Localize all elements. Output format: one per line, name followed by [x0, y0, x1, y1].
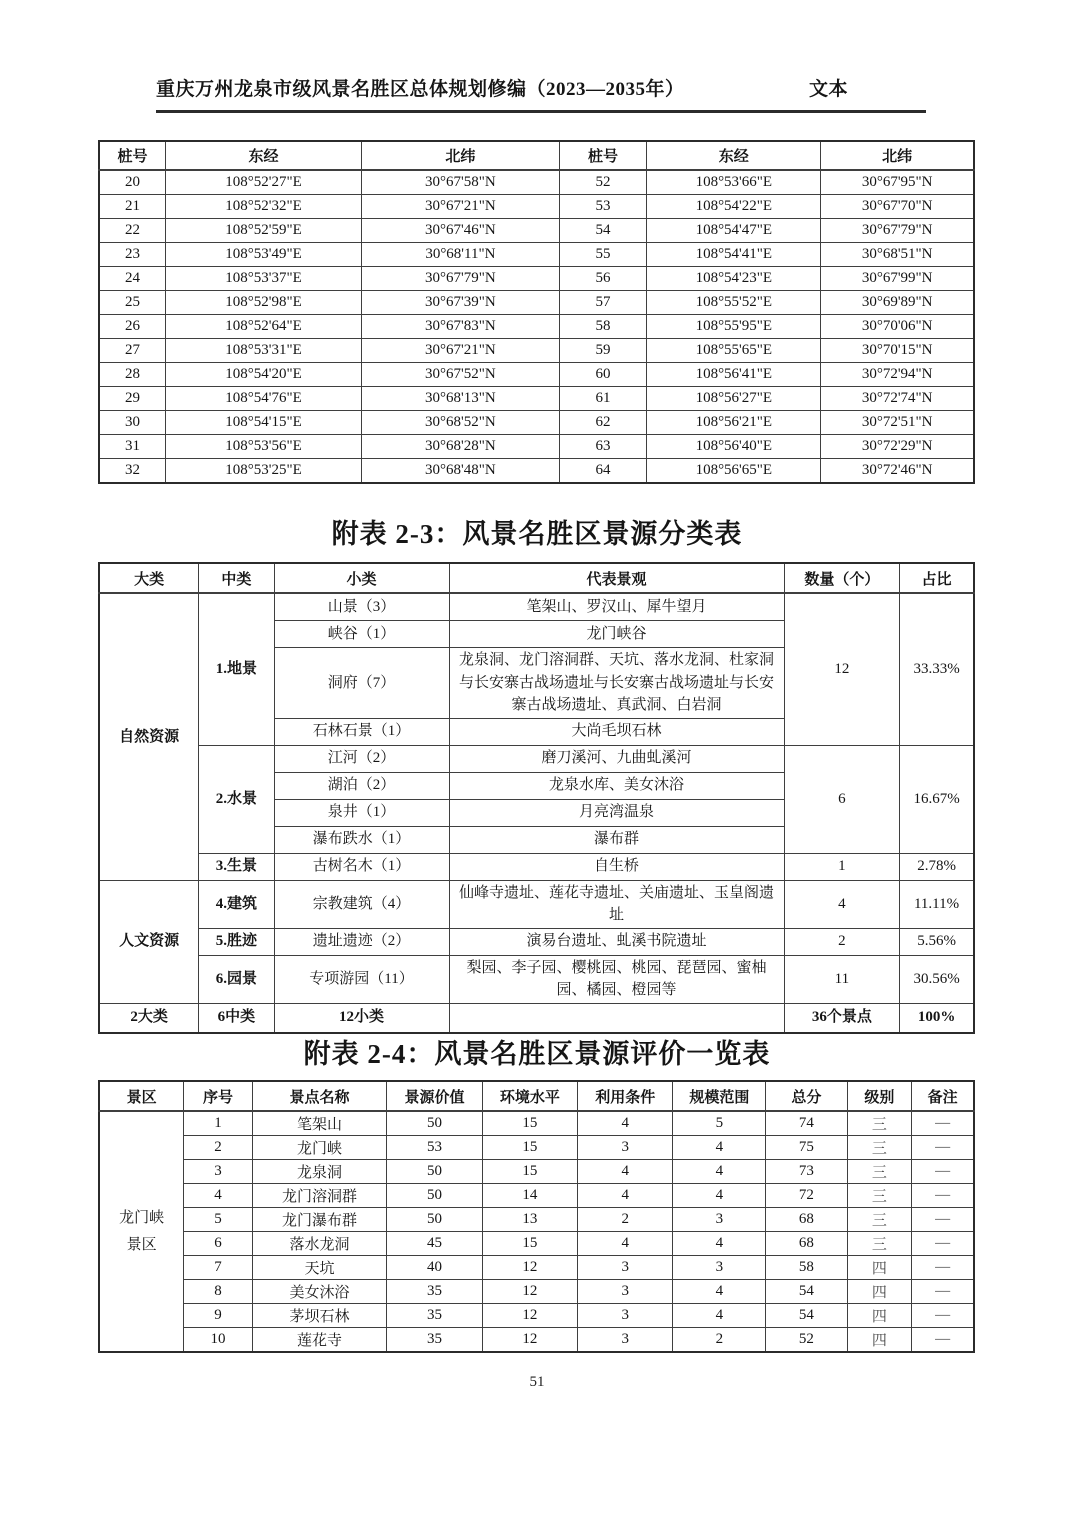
total-score-cell: 68 [766, 1232, 847, 1256]
spot-name-cell: 茅坝石林 [252, 1304, 387, 1328]
latitude: 30°67'21"N [362, 339, 560, 363]
longitude: 108°55'52"E [647, 291, 821, 315]
stake-no: 29 [99, 387, 166, 411]
coordinate-table [98, 140, 975, 484]
remark-cell: — [912, 1232, 974, 1256]
evaluation-table-section [98, 1080, 975, 1353]
scale-cell: 4 [673, 1232, 766, 1256]
stake-no: 25 [99, 291, 166, 315]
total-score-cell: 58 [766, 1256, 847, 1280]
col-header-latitude: 北纬 [821, 141, 974, 170]
mid-class-cell: 4.建筑 [199, 880, 274, 928]
total-score-cell: 73 [766, 1160, 847, 1184]
col-header-stake: 桩号 [559, 141, 647, 170]
scale-cell: 3 [673, 1208, 766, 1232]
summary-mid-classes: 6中类 [199, 1003, 274, 1033]
stake-no: 55 [559, 243, 647, 267]
resource-value-cell: 50 [387, 1184, 482, 1208]
environment-cell: 15 [482, 1160, 577, 1184]
representative-cell: 演易台遗址、虬溪书院遗址 [449, 928, 784, 955]
resource-value-cell: 53 [387, 1136, 482, 1160]
coordinate-row [99, 435, 974, 459]
utilization-cell: 4 [578, 1184, 673, 1208]
spot-name-cell: 莲花寺 [252, 1328, 387, 1353]
seq-cell: 5 [184, 1208, 252, 1232]
longitude: 108°52'27"E [166, 170, 362, 195]
count-cell: 2 [784, 928, 900, 955]
stake-no: 60 [559, 363, 647, 387]
latitude: 30°67'39"N [362, 291, 560, 315]
remark-cell: — [912, 1111, 974, 1136]
col-header-major-class: 大类 [99, 563, 199, 593]
longitude: 108°54'41"E [647, 243, 821, 267]
longitude: 108°53'56"E [166, 435, 362, 459]
resource-value-cell: 50 [387, 1111, 482, 1136]
latitude: 30°67'95"N [821, 170, 974, 195]
count-cell: 11 [784, 955, 900, 1003]
stake-no: 28 [99, 363, 166, 387]
evaluation-row [99, 1184, 974, 1208]
grade-cell: 四 [847, 1280, 912, 1304]
summary-major-classes: 2大类 [99, 1003, 199, 1033]
environment-cell: 15 [482, 1111, 577, 1136]
longitude: 108°53'66"E [647, 170, 821, 195]
scale-cell: 2 [673, 1328, 766, 1353]
remark-cell: — [912, 1328, 974, 1353]
table-2-3-title: 附表 2-3：风景名胜区景源分类表 [331, 519, 743, 549]
seq-cell: 7 [184, 1256, 252, 1280]
stake-no: 32 [99, 459, 166, 484]
environment-cell: 15 [482, 1232, 577, 1256]
coordinate-row [99, 219, 974, 243]
mid-class-cell: 3.生景 [199, 853, 274, 880]
sub-class-cell: 湖泊（2） [274, 772, 449, 799]
scale-cell: 4 [673, 1184, 766, 1208]
latitude: 30°67'83"N [362, 315, 560, 339]
environment-cell: 12 [482, 1256, 577, 1280]
longitude: 108°52'59"E [166, 219, 362, 243]
representative-cell: 仙峰寺遗址、莲花寺遗址、关庙遗址、玉皇阁遗址 [449, 880, 784, 928]
classification-row [99, 745, 974, 772]
longitude: 108°56'40"E [647, 435, 821, 459]
classification-row [99, 928, 974, 955]
representative-cell: 大尚毛坝石林 [449, 718, 784, 745]
percentage-cell: 16.67% [900, 745, 974, 853]
evaluation-row [99, 1111, 974, 1136]
stake-no: 24 [99, 267, 166, 291]
classification-row [99, 880, 974, 928]
scale-cell: 4 [673, 1160, 766, 1184]
utilization-cell: 2 [578, 1208, 673, 1232]
classification-header-row [99, 563, 974, 593]
table-2-4-title: 附表 2-4：风景名胜区景源评价一览表 [303, 1039, 771, 1069]
classification-row [99, 853, 974, 880]
longitude: 108°53'25"E [166, 459, 362, 484]
coordinate-row [99, 291, 974, 315]
latitude: 30°72'74"N [821, 387, 974, 411]
percentage-cell: 33.33% [900, 593, 974, 745]
remark-cell: — [912, 1256, 974, 1280]
longitude: 108°55'95"E [647, 315, 821, 339]
evaluation-row [99, 1160, 974, 1184]
longitude: 108°54'47"E [647, 219, 821, 243]
count-cell: 6 [784, 745, 900, 853]
stake-no: 30 [99, 411, 166, 435]
zone-label: 龙门峡景区 [119, 1209, 165, 1253]
spot-name-cell: 龙泉洞 [252, 1160, 387, 1184]
mid-class-cell: 6.园景 [199, 955, 274, 1003]
seq-cell: 6 [184, 1232, 252, 1256]
grade-cell: 三 [847, 1208, 912, 1232]
evaluation-row [99, 1280, 974, 1304]
resource-value-cell: 35 [387, 1280, 482, 1304]
evaluation-row [99, 1328, 974, 1353]
latitude: 30°72'29"N [821, 435, 974, 459]
sub-class-cell: 专项游园（11） [274, 955, 449, 1003]
zone-cell [99, 1111, 184, 1352]
longitude: 108°54'20"E [166, 363, 362, 387]
sub-class-cell: 古树名木（1） [274, 853, 449, 880]
environment-cell: 12 [482, 1328, 577, 1353]
coordinate-header-row [99, 141, 974, 170]
col-header-environment: 环境水平 [482, 1081, 577, 1111]
resource-value-cell: 45 [387, 1232, 482, 1256]
latitude: 30°69'89"N [821, 291, 974, 315]
total-score-cell: 72 [766, 1184, 847, 1208]
evaluation-row [99, 1304, 974, 1328]
representative-cell: 龙泉水库、美女沐浴 [449, 772, 784, 799]
percentage-cell: 5.56% [900, 928, 974, 955]
seq-cell: 2 [184, 1136, 252, 1160]
resource-value-cell: 50 [387, 1208, 482, 1232]
latitude: 30°68'28"N [362, 435, 560, 459]
sub-class-cell: 泉井（1） [274, 799, 449, 826]
remark-cell: — [912, 1184, 974, 1208]
utilization-cell: 3 [578, 1328, 673, 1353]
stake-no: 54 [559, 219, 647, 243]
coordinate-row [99, 315, 974, 339]
spot-name-cell: 龙门峡 [252, 1136, 387, 1160]
remark-cell: — [912, 1280, 974, 1304]
evaluation-row [99, 1232, 974, 1256]
latitude: 30°67'79"N [821, 219, 974, 243]
longitude: 108°56'41"E [647, 363, 821, 387]
scale-cell: 4 [673, 1304, 766, 1328]
utilization-cell: 3 [578, 1256, 673, 1280]
coordinate-row [99, 459, 974, 484]
representative-cell: 磨刀溪河、九曲虬溪河 [449, 745, 784, 772]
stake-no: 20 [99, 170, 166, 195]
mid-class-cell: 1.地景 [199, 593, 274, 745]
spot-name-cell: 美女沐浴 [252, 1280, 387, 1304]
spot-name-cell: 笔架山 [252, 1111, 387, 1136]
coordinate-row [99, 363, 974, 387]
classification-summary-row [99, 1003, 974, 1033]
scale-cell: 4 [673, 1136, 766, 1160]
longitude: 108°54'23"E [647, 267, 821, 291]
major-class-cell: 人文资源 [99, 880, 199, 1003]
total-score-cell: 52 [766, 1328, 847, 1353]
grade-cell: 四 [847, 1304, 912, 1328]
utilization-cell: 3 [578, 1280, 673, 1304]
latitude: 30°67'79"N [362, 267, 560, 291]
col-header-mid-class: 中类 [199, 563, 274, 593]
scale-cell: 4 [673, 1280, 766, 1304]
mid-class-cell: 5.胜迹 [199, 928, 274, 955]
evaluation-header-row [99, 1081, 974, 1111]
latitude: 30°68'13"N [362, 387, 560, 411]
col-header-utilization: 利用条件 [578, 1081, 673, 1111]
count-cell: 1 [784, 853, 900, 880]
representative-cell: 龙泉洞、龙门溶洞群、天坑、落水龙洞、杜家洞与长安寨古战场遗址与长安寨古战场遗址与长安寨古战场遗址、真武洞、白岩洞 [449, 648, 784, 719]
longitude: 108°53'31"E [166, 339, 362, 363]
summary-sub-classes: 12小类 [274, 1003, 449, 1033]
summary-total-spots: 36个景点 [784, 1003, 900, 1033]
coordinate-row [99, 387, 974, 411]
representative-cell: 龙门峡谷 [449, 621, 784, 648]
longitude: 108°54'15"E [166, 411, 362, 435]
environment-cell: 12 [482, 1280, 577, 1304]
summary-empty-cell [449, 1003, 784, 1033]
latitude: 30°72'94"N [821, 363, 974, 387]
representative-cell: 梨园、李子园、樱桃园、桃园、琵琶园、蜜柚园、橘园、橙园等 [449, 955, 784, 1003]
sub-class-cell: 遗址遗迹（2） [274, 928, 449, 955]
grade-cell: 四 [847, 1256, 912, 1280]
coordinate-row [99, 339, 974, 363]
stake-no: 59 [559, 339, 647, 363]
col-header-stake: 桩号 [99, 141, 166, 170]
document-title: 重庆万州龙泉市级风景名胜区总体规划修编（2023—2035年） [156, 79, 685, 100]
grade-cell: 三 [847, 1111, 912, 1136]
stake-no: 57 [559, 291, 647, 315]
col-header-latitude: 北纬 [362, 141, 560, 170]
remark-cell: — [912, 1136, 974, 1160]
longitude: 108°53'49"E [166, 243, 362, 267]
representative-cell: 瀑布群 [449, 826, 784, 853]
coordinate-row [99, 243, 974, 267]
sub-class-cell: 峡谷（1） [274, 621, 449, 648]
seq-cell: 1 [184, 1111, 252, 1136]
document-header-right-label: 文本 [808, 79, 848, 100]
col-header-spot-name: 景点名称 [252, 1081, 387, 1111]
environment-cell: 12 [482, 1304, 577, 1328]
col-header-longitude: 东经 [647, 141, 821, 170]
stake-no: 64 [559, 459, 647, 484]
representative-cell: 月亮湾温泉 [449, 799, 784, 826]
evaluation-row [99, 1136, 974, 1160]
total-score-cell: 54 [766, 1280, 847, 1304]
evaluation-table [98, 1080, 975, 1353]
remark-cell: — [912, 1208, 974, 1232]
stake-no: 58 [559, 315, 647, 339]
spot-name-cell: 天坑 [252, 1256, 387, 1280]
count-cell: 12 [784, 593, 900, 745]
col-header-scale: 规模范围 [673, 1081, 766, 1111]
classification-row [99, 593, 974, 621]
col-header-percentage: 占比 [900, 563, 974, 593]
seq-cell: 9 [184, 1304, 252, 1328]
utilization-cell: 4 [578, 1232, 673, 1256]
stake-no: 22 [99, 219, 166, 243]
col-header-resource-value: 景源价值 [387, 1081, 482, 1111]
latitude: 30°67'46"N [362, 219, 560, 243]
latitude: 30°67'52"N [362, 363, 560, 387]
longitude: 108°56'21"E [647, 411, 821, 435]
spot-name-cell: 龙门溶洞群 [252, 1184, 387, 1208]
longitude: 108°56'27"E [647, 387, 821, 411]
longitude: 108°56'65"E [647, 459, 821, 484]
resource-value-cell: 40 [387, 1256, 482, 1280]
grade-cell: 四 [847, 1328, 912, 1353]
longitude: 108°52'64"E [166, 315, 362, 339]
resource-value-cell: 35 [387, 1304, 482, 1328]
latitude: 30°70'15"N [821, 339, 974, 363]
sub-class-cell: 石林石景（1） [274, 718, 449, 745]
stake-no: 56 [559, 267, 647, 291]
grade-cell: 三 [847, 1136, 912, 1160]
representative-cell: 笔架山、罗汉山、犀牛望月 [449, 593, 784, 621]
stake-no: 21 [99, 195, 166, 219]
remark-cell: — [912, 1160, 974, 1184]
total-score-cell: 74 [766, 1111, 847, 1136]
page-number: 51 [529, 1374, 545, 1390]
seq-cell: 8 [184, 1280, 252, 1304]
mid-class-cell: 2.水景 [199, 745, 274, 853]
total-score-cell: 68 [766, 1208, 847, 1232]
latitude: 30°72'46"N [821, 459, 974, 484]
latitude: 30°68'52"N [362, 411, 560, 435]
longitude: 108°52'98"E [166, 291, 362, 315]
utilization-cell: 4 [578, 1160, 673, 1184]
col-header-representative: 代表景观 [449, 563, 784, 593]
spot-name-cell: 龙门瀑布群 [252, 1208, 387, 1232]
grade-cell: 三 [847, 1232, 912, 1256]
stake-no: 23 [99, 243, 166, 267]
col-header-sub-class: 小类 [274, 563, 449, 593]
scale-cell: 5 [673, 1111, 766, 1136]
sub-class-cell: 洞府（7） [274, 648, 449, 719]
longitude: 108°54'22"E [647, 195, 821, 219]
latitude: 30°68'48"N [362, 459, 560, 484]
stake-no: 61 [559, 387, 647, 411]
utilization-cell: 4 [578, 1111, 673, 1136]
longitude: 108°53'37"E [166, 267, 362, 291]
stake-no: 53 [559, 195, 647, 219]
col-header-count: 数量（个） [784, 563, 900, 593]
classification-table [98, 562, 975, 1034]
col-header-total-score: 总分 [766, 1081, 847, 1111]
scale-cell: 3 [673, 1256, 766, 1280]
latitude: 30°70'06"N [821, 315, 974, 339]
utilization-cell: 3 [578, 1136, 673, 1160]
longitude: 108°52'32"E [166, 195, 362, 219]
seq-cell: 10 [184, 1328, 252, 1353]
col-header-grade: 级别 [847, 1081, 912, 1111]
stake-no: 26 [99, 315, 166, 339]
remark-cell: — [912, 1304, 974, 1328]
stake-no: 31 [99, 435, 166, 459]
evaluation-row [99, 1208, 974, 1232]
environment-cell: 15 [482, 1136, 577, 1160]
grade-cell: 三 [847, 1184, 912, 1208]
seq-cell: 3 [184, 1160, 252, 1184]
col-header-longitude: 东经 [166, 141, 362, 170]
latitude: 30°68'51"N [821, 243, 974, 267]
sub-class-cell: 山景（3） [274, 593, 449, 621]
classification-table-section [98, 562, 975, 1034]
classification-row [99, 955, 974, 1003]
coordinate-table-section [98, 140, 975, 484]
sub-class-cell: 宗教建筑（4） [274, 880, 449, 928]
latitude: 30°67'58"N [362, 170, 560, 195]
total-score-cell: 54 [766, 1304, 847, 1328]
document-header [156, 74, 926, 113]
percentage-cell: 11.11% [900, 880, 974, 928]
col-header-zone: 景区 [99, 1081, 184, 1111]
col-header-seq: 序号 [184, 1081, 252, 1111]
coordinate-row [99, 195, 974, 219]
percentage-cell: 2.78% [900, 853, 974, 880]
sub-class-cell: 江河（2） [274, 745, 449, 772]
count-cell: 4 [784, 880, 900, 928]
resource-value-cell: 35 [387, 1328, 482, 1353]
longitude: 108°55'65"E [647, 339, 821, 363]
utilization-cell: 3 [578, 1304, 673, 1328]
col-header-remark: 备注 [912, 1081, 974, 1111]
environment-cell: 13 [482, 1208, 577, 1232]
sub-class-cell: 瀑布跌水（1） [274, 826, 449, 853]
evaluation-row [99, 1256, 974, 1280]
longitude: 108°54'76"E [166, 387, 362, 411]
summary-total-percentage: 100% [900, 1003, 974, 1033]
latitude: 30°72'51"N [821, 411, 974, 435]
latitude: 30°68'11"N [362, 243, 560, 267]
grade-cell: 三 [847, 1160, 912, 1184]
seq-cell: 4 [184, 1184, 252, 1208]
coordinate-row [99, 411, 974, 435]
latitude: 30°67'99"N [821, 267, 974, 291]
latitude: 30°67'70"N [821, 195, 974, 219]
coordinate-row [99, 267, 974, 291]
stake-no: 52 [559, 170, 647, 195]
environment-cell: 14 [482, 1184, 577, 1208]
stake-no: 27 [99, 339, 166, 363]
resource-value-cell: 50 [387, 1160, 482, 1184]
major-class-cell: 自然资源 [99, 593, 199, 880]
total-score-cell: 75 [766, 1136, 847, 1160]
stake-no: 63 [559, 435, 647, 459]
percentage-cell: 30.56% [900, 955, 974, 1003]
stake-no: 62 [559, 411, 647, 435]
representative-cell: 自生桥 [449, 853, 784, 880]
latitude: 30°67'21"N [362, 195, 560, 219]
coordinate-row [99, 170, 974, 195]
spot-name-cell: 落水龙洞 [252, 1232, 387, 1256]
